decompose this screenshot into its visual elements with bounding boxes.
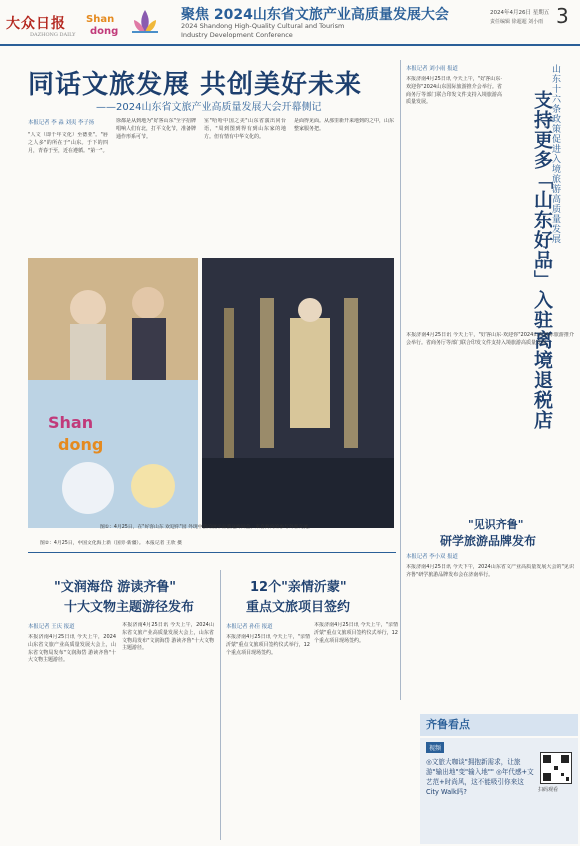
- svg-text:dong: dong: [58, 435, 104, 454]
- main-subheadline: ——2024山东省文旅产业高质量发展大会开幕侧记: [96, 102, 322, 113]
- promo-text[interactable]: ◎文旅大咖谈"拥抱新需求，让旅游"输出地"变"输入地"" ◎年代感+文艺范+时尚风，这不能吸引你来这City Walk吗?: [426, 758, 534, 796]
- main-photo: [28, 258, 394, 528]
- main-column-3: 室"哈哈中国之美"山东省演出同台语，"周到图到得有到山东家的地方。但有情有中华文化的。: [204, 118, 286, 140]
- page-number: 3: [556, 4, 569, 28]
- bottom-left-column-1: 本报济南4月25日讯 今天上午，2024山东省文旅产业高质量发展大会上，山东省文物局发布"文润海岱 游读齐鲁"十大文物主题游径。: [28, 634, 116, 664]
- right-section2-body: 本报济南4月25日讯 今天下午，2024山东省文产业高质量发展大会的"见识齐鲁"研学旅游品牌发布会在济南举行。: [406, 564, 574, 578]
- right-section2-subtitle: 研学旅游品牌发布: [440, 534, 537, 548]
- right-section2-byline: 本报记者 李小双 报道: [406, 554, 458, 560]
- bottom-mid-column-2: 本报济南4月25日讯 今天上午，"亲情沂蒙"重点文旅项目签约仪式举行，12个重点项目现场签约。: [314, 622, 398, 644]
- lotus-logo-icon: [128, 6, 162, 40]
- bottom-mid-byline: 本报记者 孙佳 报道: [226, 624, 273, 630]
- svg-text:dong: dong: [90, 26, 119, 37]
- bottom-left-subtitle: 十大文物主题游径发布: [64, 600, 195, 615]
- section-rule: [28, 552, 396, 553]
- main-column-4: 是面得见面。从那里新开来地到的之中，山东整家服务把。: [294, 118, 394, 132]
- recommend-title: 齐鲁看点: [426, 718, 470, 731]
- right-section2-title: "见识齐鲁": [468, 518, 524, 531]
- qr-label: 扫码观看: [538, 787, 559, 793]
- svg-text:Shan: Shan: [86, 14, 115, 25]
- photo-caption-1: 图①：4月25日，在"好客山东 欢迎你"园 外现中游的展示品游送海回会，来自海内的参与外客交流。: [100, 525, 313, 530]
- bottom-mid-title: 12个"亲情沂蒙": [250, 580, 347, 595]
- bottom-left-title: "文润海岱 游读齐鲁": [54, 580, 177, 595]
- bottom-left-byline: 本报记者 王庆 报道: [28, 624, 75, 630]
- bottom-left-column-2: 本报济南4月25日讯 今天上午，2024山东省文旅产业高质量发展大会上，山东省文物局发布"文润海岱 游读齐鲁"十大文物主题游径。: [122, 622, 214, 652]
- paper-name: 大众日报: [6, 16, 66, 32]
- main-byline: 本报记者 李 淼 刘夷 李子扬: [28, 120, 95, 126]
- qr-code-icon[interactable]: [540, 752, 572, 784]
- focus-title: 聚焦 2024山东省文旅产业高质量发展大会: [181, 7, 449, 23]
- paper-subtitle: DAZHONG DAILY: [30, 32, 76, 38]
- right-byline: 本报记者 刘小雨 报道: [406, 66, 458, 72]
- video-tag: 视频: [426, 742, 444, 753]
- column-rule: [400, 60, 401, 700]
- editors: 责任编辑 徐超超 刘小雨: [490, 19, 544, 25]
- issue-date: 2024年4月26日 星期五: [490, 10, 550, 16]
- shandong-logo: [84, 8, 126, 38]
- focus-english-2: Industry Development Conference: [181, 31, 293, 39]
- bottom-mid-column-1: 本报济南4月25日讯 今天上午，"亲情沂蒙"重点文旅项目签约仪式举行，12个重点项目现场签约。: [226, 634, 310, 656]
- focus-english-1: 2024 Shandong High-Quality Cultural and Tourism: [181, 22, 345, 30]
- main-column-1: "人文（即千年文化）至德亚"。"唇之人多"的所在于"山东。于下的四月，青春于至，近在遵循。"第一"。: [28, 132, 108, 154]
- main-headline: 同话文旅发展 共创美好未来: [28, 70, 363, 100]
- svg-text:Shan: Shan: [48, 413, 94, 432]
- right-headline: 支持更多「山东好品」入驻离境退税店: [531, 90, 553, 430]
- right-body-column-1: 本报济南4月25日讯 今天上午，"好客山东·欢迎你"2024山东国际旅游推介会举行。省商务厅等部门联合印发文件支持入境旅游高质量发展。: [406, 76, 502, 106]
- right-kicker: 山东十六条政策促进入境旅游高质量发展: [550, 64, 560, 244]
- bottom-mid-subtitle: 重点文旅项目签约: [246, 600, 351, 615]
- main-column-2: 徐都是从到地为"好客山东"全字招牌唱响人们有北，打平文化节，准备牌通作形系可节。: [116, 118, 196, 140]
- right-body-column-2: 本报济南4月25日讯 今天上午，"好客山东·欢迎你"2024山东国际旅游推介会举行。省商务厅等部门联合印发文件支持入境旅游高质量发展。: [406, 332, 574, 346]
- photo-caption-2: 图②：4月25日，中国文化海上新（国旁·新疆）。 本报记者 王欣 摄: [40, 541, 182, 546]
- column-rule-2: [220, 570, 221, 840]
